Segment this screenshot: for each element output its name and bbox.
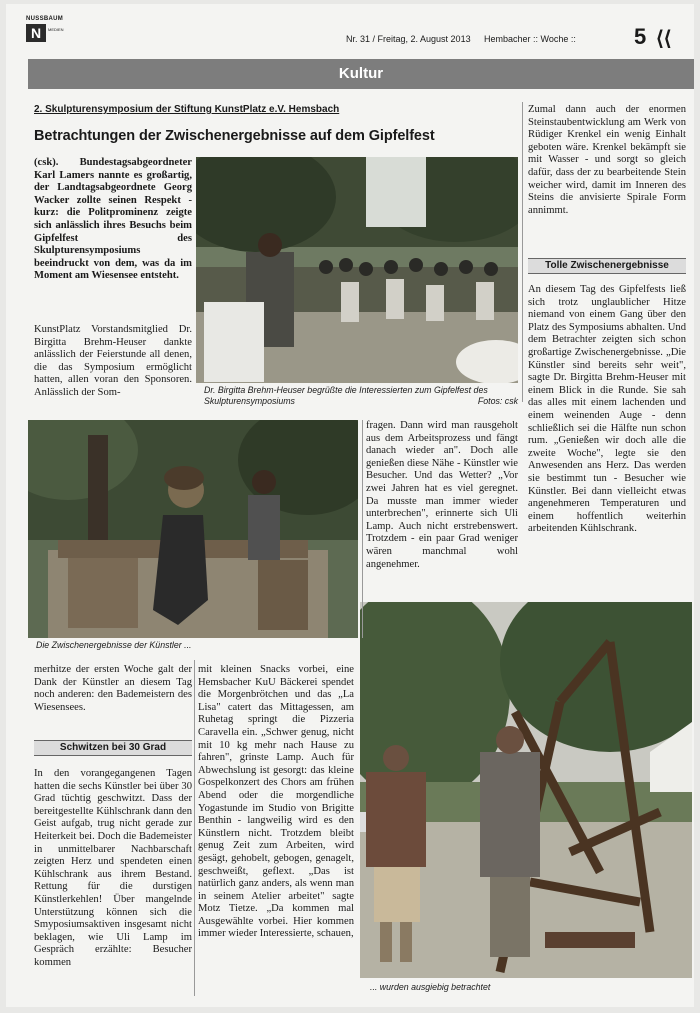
column-rule xyxy=(194,660,195,996)
lead-paragraph: (csk). Bundestagsabgeordneter Karl Lamers nannte es großartig, der Landtagsabgeordnete Georg Wacker zollte seinen Respekt - kurz: die Politprominenz zeigte sich anlässlich ihres Besuchs beim Gipfelfest des Skulpturensymposiums beeindruckt von dem, was da im Moment am Wiesensee entsteht. xyxy=(34,157,192,282)
photo-wooden-sculpture xyxy=(360,602,692,978)
double-chevron-icon: ⟨⟨ xyxy=(656,28,672,50)
caption-photo2: Die Zwischenergebnisse der Künstler ... xyxy=(36,640,192,650)
column-rule xyxy=(522,102,523,402)
article-subtitle: 2. Skulpturensymposium der Stiftung KunstPlatz e.V. Hemsbach xyxy=(34,104,340,115)
page-number: 5 xyxy=(634,24,647,49)
logo-sub: MEDIEN xyxy=(48,27,64,32)
publisher-logo xyxy=(26,16,62,48)
col1-bottom-paragraph: merhitze der ersten Woche galt der Dank der Künstler an diesem Tag noch anderen: den Bademeistern des Wiesensees. xyxy=(34,664,192,713)
column-rule xyxy=(362,420,363,638)
photo-audience-image xyxy=(196,157,518,383)
photo-wooden-sculpture-image xyxy=(360,602,692,978)
photo-sculptures-image xyxy=(28,420,358,638)
article-headline: Betrachtungen der Zwischenergebnisse auf dem Gipfelfest xyxy=(34,128,435,144)
col3-tolle-paragraph: An diesem Tag des Gipfelfests ließ sich trotz unglaublicher Hitze niemand von einem Gang über den Platz des Symposiums abhalten. Und dem Betrachter zeigten sich schon großartige Zwischenergebnisse. „Die Künstler sind bereits sehr weit", sagte Dr. Birgitta Brehm-Heuser mit einem Blick in die Runde. Sie sah das alles mit einem lachenden und einem weinenden Auge - denn schließlich sei die Hälfte nun schon rum. „Genießen wir doch alle die zweite Woche", legte sie den Anwesenden ans Herz. Das werden sie bestimmt tun - Besucher wie Künstler. Bei dann vielleicht etwas angenehmeren Temperaturen und einem hoffentlich weiterhin arbeitenden Kühlschrank. xyxy=(528,284,686,535)
photo-audience xyxy=(196,157,518,383)
col2-mid-paragraph: fragen. Dann wird man rausgeholt aus dem Arbeitsprozess und fängt danach wieder an". Doch alle genießen diese Nähe - Künstler wie Besucher. Und das Wetter? „Vor zwei Jahren hat es viel geregnet. Da musste man immer wieder unterbrechen", erinnerte sich Uli Lamp. Auch nicht erstrebenswert. Trotzdem - ein paar Grad weniger wären manchmal wohl angenehmer. xyxy=(366,420,518,570)
logo-letter: N xyxy=(26,24,46,42)
col1-paragraph: KunstPlatz Vorstandsmitglied Dr. Birgitta Brehm-Heuser dankte anlässlich der Feierstunde all denen, die das Symposium ermöglicht hatten, allen voran den Sponsoren. Anlässlich der Som- xyxy=(34,324,192,398)
paper-name: Hembacher :: Woche :: xyxy=(484,34,576,44)
col3-paragraph: Zumal dann auch der enormen Steinstaubentwicklung am Werk von Rüdiger Krenkel ein wenig Einhalt geboten wäre. Krenkel bekämpft sie mit Wasser - und sorgt so gleich dafür, dass der zu bearbeitende Stein weicher wird, damit im Inneren des Steins die anvisierte Spirale Form annimmt. xyxy=(528,104,686,216)
heading-tolle: Tolle Zwischenergebnisse xyxy=(528,258,686,274)
col2-bottom-paragraph: mit kleinen Snacks vorbei, eine Hemsbacher KuU Bäckerei spendet die Morgenbrötchen und das „La Lisa" catert das Mittagessen, am Ruhetag springt die Pizzeria Caravella ein. „Schwer genug, nicht mit 10 kg mehr nach Hause zu fahren", grinste Lamp. Auch für Abwechslung ist gesorgt: das kleine Gospelkonzert des Chors am frühen Abend oder die morgendliche Yogastunde im Studio von Brigitte Benthin - langweilig wird es den Künstlern nicht. Trotzdem bleibt genug Zeit zum Arbeiten, wird gesägt, gehobelt, gebogen, genagelt, geschweißt, geflext. „Das ist natürlich ganz anders, als wenn man in seinem Atelier arbeitet" sagte Motz Tietze. „Da kommen mal Ausgewählte vorbei. Hier kommen immer wieder Interessierte, schauen, xyxy=(198,664,354,940)
issue-date: Nr. 31 / Freitag, 2. August 2013 xyxy=(346,34,471,44)
section-header: Kultur xyxy=(28,59,694,89)
col1-schwitzen-paragraph: In den vorangegangenen Tagen hatten die sechs Künstler bei über 30 Grad tüchtig geschwitzt. Dass der bereitgestellte Kühlschrank dann den Geist aufgab, trug nicht gerade zur Heiterkeit bei. Doch die Bademeister in unmittelbarer Nachbarschaft zeigten Herz und spendeten einen Kühlschrank aus ihrem Bestand. Rettung für die durstigen Künstlerkehlen! Über mangelnde Unterstützung können sich die Smyposiumsaktiven insgesamt nicht beklagen, wie Uli Lamp im Gespräch erzählte: Besucher kommen xyxy=(34,768,192,968)
heading-schwitzen: Schwitzen bei 30 Grad xyxy=(34,740,192,756)
logo-text: NUSSBAUM xyxy=(26,16,64,22)
newspaper-page xyxy=(6,4,694,1007)
caption-photo3: ... wurden ausgiebig betrachtet xyxy=(370,982,491,992)
photo-sculptures xyxy=(28,420,358,638)
photo-credit: Fotos: csk xyxy=(477,396,518,406)
caption-photo1: Dr. Birgitta Brehm-Heuser begrüßte die Interessierten zum Gipfelfest des Skulpturensymposiums xyxy=(204,385,488,406)
masthead xyxy=(6,4,694,54)
